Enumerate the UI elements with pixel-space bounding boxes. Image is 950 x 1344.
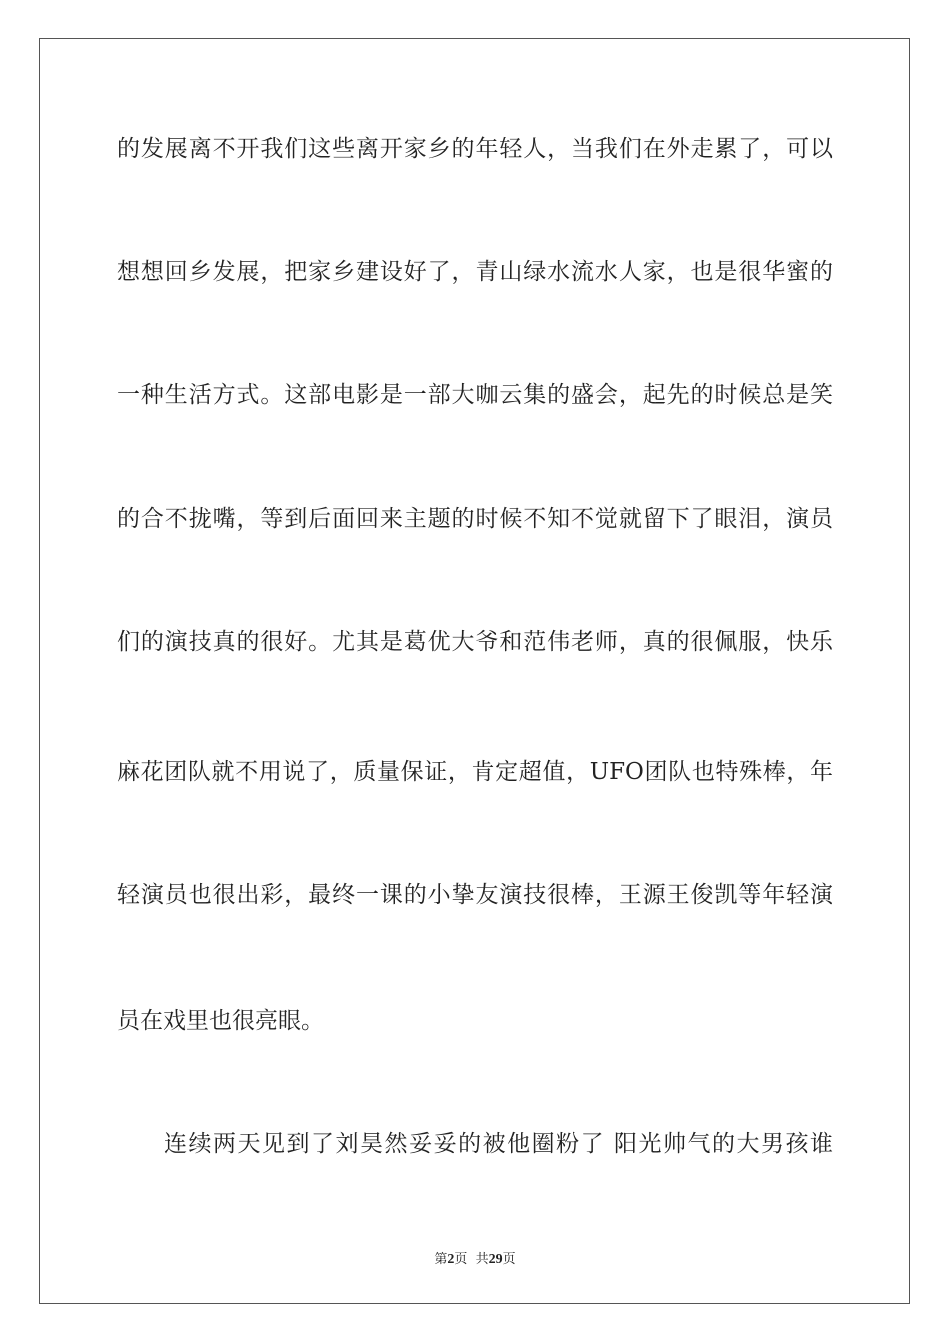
text-line: 们的演技真的很好。尤其是葛优大爷和范伟老师，真的很佩服，快乐 — [117, 629, 833, 655]
page-footer — [0, 1248, 950, 1268]
current-page-number: 2 — [447, 1252, 455, 1267]
footer-prefix: 第 — [434, 1252, 448, 1267]
text-line: 的合不拢嘴，等到后面回来主题的时候不知不觉就留下了眼泪，演员 — [117, 506, 833, 532]
text-line: 轻演员也很出彩，最终一课的小挚友演技很棒，王源王俊凯等年轻演 — [117, 882, 833, 908]
text-line: 想想回乡发展，把家乡建设好了，青山绿水流水人家，也是很华蜜的 — [117, 259, 833, 285]
footer-suffix: 页 — [502, 1252, 516, 1267]
text-line: 一种生活方式。这部电影是一部大咖云集的盛会，起先的时候总是笑 — [117, 382, 833, 408]
page-border — [39, 38, 910, 1304]
paragraph-first-line: 连续两天见到了刘昊然妥妥的被他圈粉了 阳光帅气的大男孩谁 — [164, 1131, 833, 1157]
text-line: 麻花团队就不用说了，质量保证，肯定超值，UFO团队也特殊棒，年 — [117, 759, 833, 785]
text-line: 员在戏里也很亮眼。 — [117, 1008, 324, 1034]
text-line: 的发展离不开我们这些离开家乡的年轻人，当我们在外走累了，可以 — [117, 136, 833, 162]
footer-middle: 页 共 — [454, 1252, 489, 1267]
total-pages-number: 29 — [488, 1252, 503, 1267]
